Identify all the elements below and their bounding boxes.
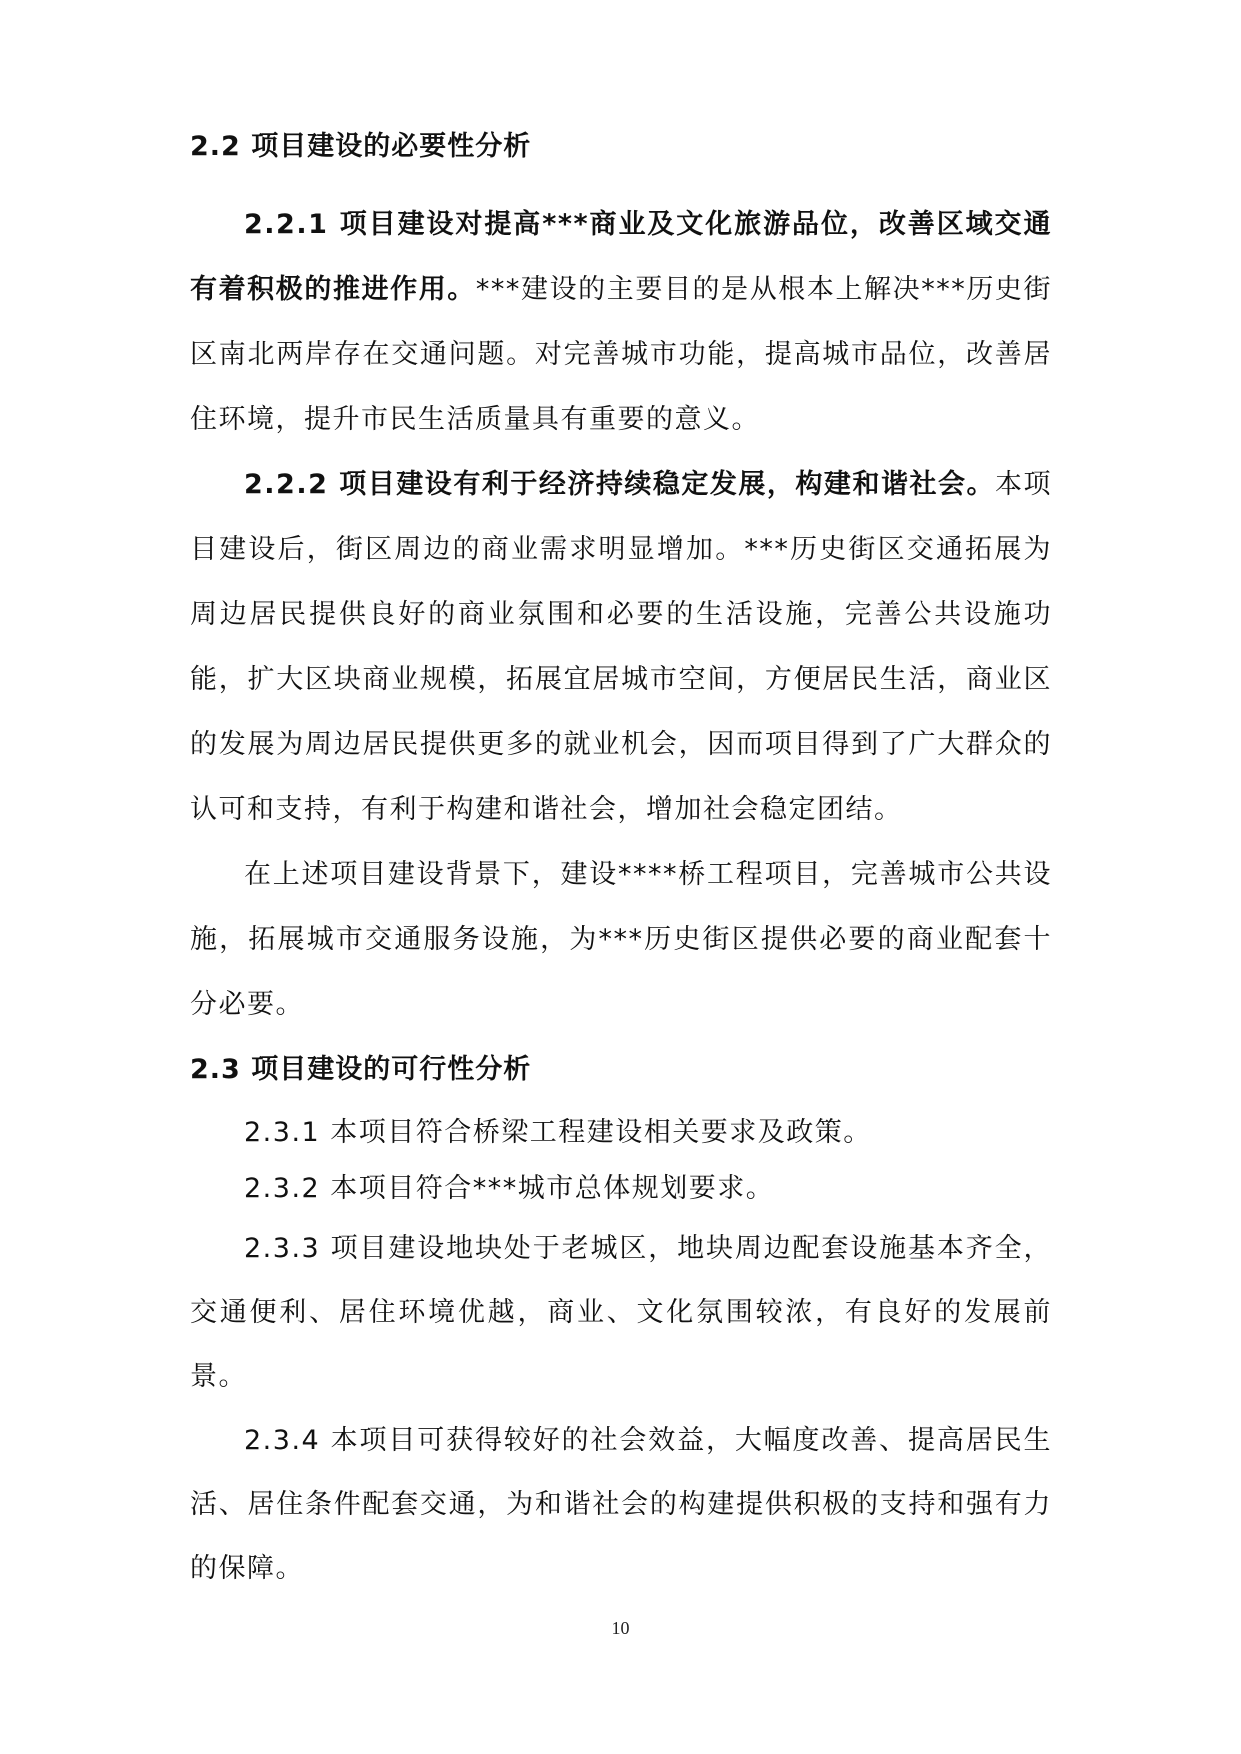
section-heading-2-2: 2.2 项目建设的必要性分析 — [190, 131, 532, 162]
paragraph-2-2-2-body: 本项目建设后，街区周边的商业需求明显增加。***历史街区交通拓展为周边居民提供良好的商业氛围和必要的生活设施，完善公共设施功能，扩大区块商业规模，拓展宜居城市空间，方便居民生活，商业区的发展为周边居民提供更多的就业机会，因而项目得到了广大群众的认可和支持，有利于构建和谐社会，增加社会稳定团结。 — [190, 469, 1052, 825]
item-2-3-1: 2.3.1 本项目符合桥梁工程建设相关要求及政策。 — [244, 1117, 872, 1148]
item-2-3-3: 2.3.3 项目建设地块处于老城区，地块周边配套设施基本齐全，交通便利、居住环境优越，商业、文化氛围较浓，有良好的发展前景。 — [190, 1233, 1052, 1392]
section-heading-2-3: 2.3 项目建设的可行性分析 — [190, 1054, 532, 1085]
paragraph-2-2-2 — [190, 452, 1052, 842]
item-2-3-4: 2.3.4 本项目可获得较好的社会效益，大幅度改善、提高居民生活、居住条件配套交通，为和谐社会的构建提供积极的支持和强有力的保障。 — [190, 1425, 1052, 1584]
paragraph-2-2-1-title: 2.2.1 项目建设对提高***商业及文化旅游品位，改善区域交通有着积极的推进作用。 — [190, 209, 1052, 305]
item-2-3-2: 2.3.2 本项目符合***城市总体规划要求。 — [244, 1173, 775, 1204]
paragraph-2-2-1 — [190, 192, 1052, 452]
paragraph-2-2-2-title: 2.2.2 项目建设有利于经济持续稳定发展，构建和谐社会。 — [244, 469, 995, 500]
page-number: 10 — [611, 1618, 630, 1638]
page-content — [190, 128, 1052, 1601]
paragraph-2-2-conclusion: 在上述项目建设背景下，建设****桥工程项目，完善城市公共设施，拓展城市交通服务设施，为***历史街区提供必要的商业配套十分必要。 — [190, 859, 1052, 1020]
paragraph-2-2-1-body: ***建设的主要目的是从根本上解决***历史街区南北两岸存在交通问题。对完善城市功能，提高城市品位，改善居住环境，提升市民生活质量具有重要的意义。 — [190, 274, 1053, 435]
